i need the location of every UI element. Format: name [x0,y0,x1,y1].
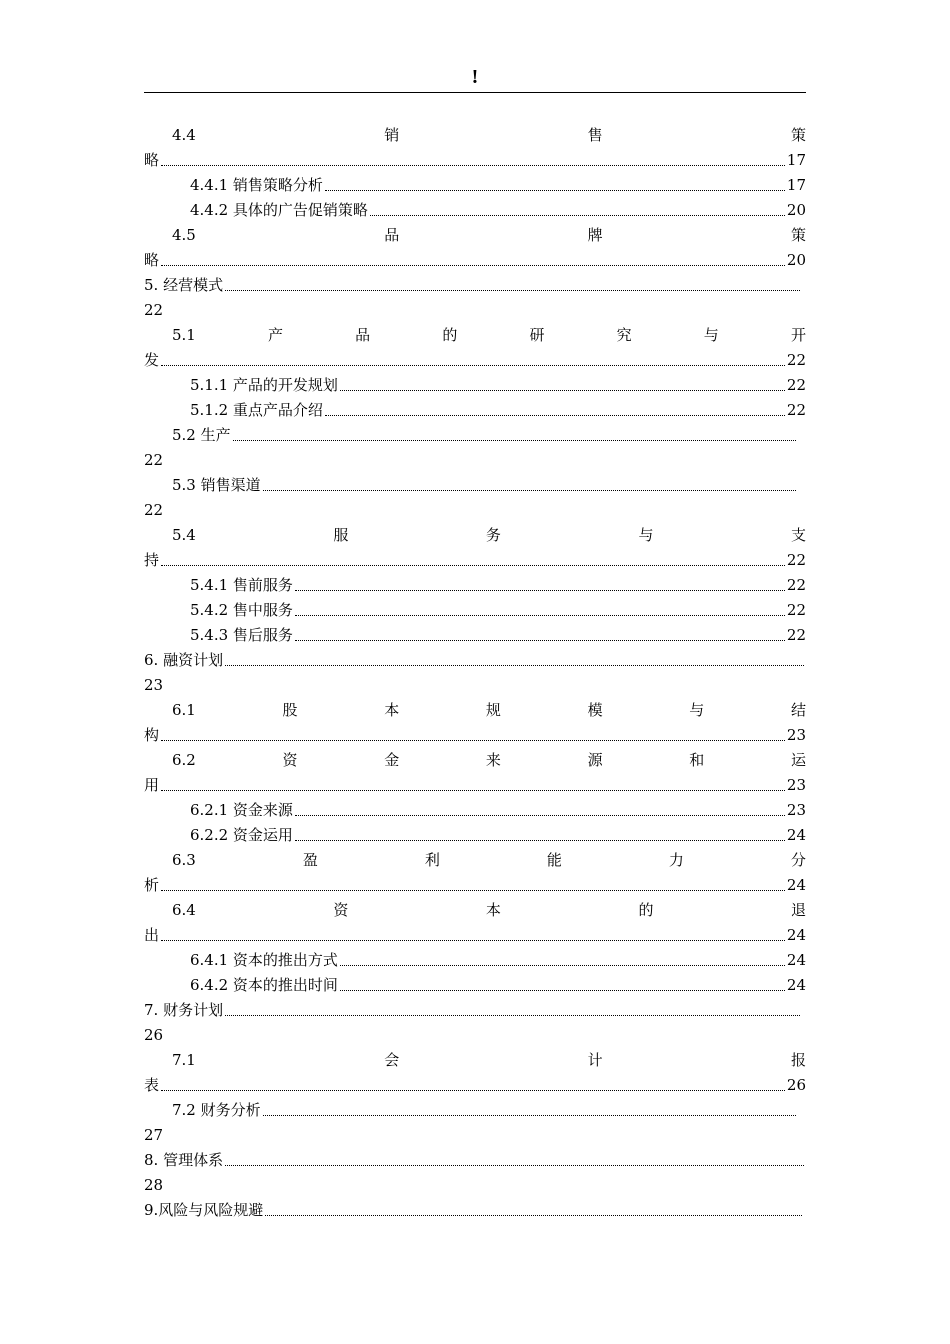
toc-entry-tail: 持 [144,551,160,569]
toc-entry-title: 5.4.1 售前服务 [190,576,293,594]
toc-entry-char: 利 [424,851,440,869]
toc-leader [263,490,796,491]
toc-entry-number: 6.3 [172,851,196,869]
toc-page-number: 17 [786,151,806,169]
toc-entry-number: 4.4 [172,126,196,144]
toc-entry-title: 5. 经营模式 [144,276,224,294]
toc-page-number: 24 [786,826,806,844]
toc-entry-char: 模 [587,701,603,719]
toc-page-number: 20 [786,251,806,269]
toc-entry-4-4-2[interactable] [190,198,806,223]
toc-entry-title: 9.风险与风险规避 [144,1201,264,1219]
toc-leader [295,615,785,616]
toc-entry-6-4-2[interactable] [190,973,806,998]
toc-entry-tail: 略 [144,251,160,269]
toc-entry-8[interactable] [144,1148,806,1173]
toc-entry-5-4[interactable] [172,523,806,548]
toc-entry-tail: 出 [144,926,160,944]
toc-entry-char: 计 [587,1051,603,1069]
toc-entry-char: 究 [616,326,632,344]
toc-entry-6-3[interactable] [172,848,806,873]
toc-entry-6-2-2[interactable] [190,823,806,848]
toc-entry-char: 品 [384,226,400,244]
toc-entry-4-4-cont[interactable] [144,148,806,173]
toc-entry-tail: 发 [144,351,160,369]
toc-entry-char: 能 [546,851,562,869]
toc-entry-char: 研 [529,326,545,344]
toc-entry-tail: 用 [144,776,160,794]
toc-entry-char: 的 [638,901,654,919]
toc-entry-6-4-cont[interactable] [144,923,806,948]
toc-entry-char: 会 [384,1051,400,1069]
toc-page-number: 26 [786,1076,806,1094]
toc-entry-5-3[interactable] [172,473,798,498]
toc-entry-title: 4.4.1 销售策略分析 [190,176,323,194]
toc-leader [161,940,785,941]
toc-leader [295,840,785,841]
toc-entry-char: 本 [485,901,501,919]
toc-entry-tail: 构 [144,726,160,744]
toc-page-number: 22 [786,351,806,369]
toc-page-number: 17 [786,176,806,194]
toc-entry-tail: 表 [144,1076,160,1094]
toc-leader [161,265,785,266]
toc-entry-5-4-3[interactable] [190,623,806,648]
toc-entry-title: 5.3 销售渠道 [172,476,261,494]
toc-entry-char: 金 [384,751,400,769]
toc-leader [161,165,785,166]
toc-entry-tail: 略 [144,151,160,169]
toc-entry-number: 6.1 [172,701,196,719]
toc-leader [161,890,785,891]
toc-entry-char: 报 [790,1051,806,1069]
toc-entry-title: 5.1.1 产品的开发规划 [190,376,338,394]
toc-entry-title: 5.4.2 售中服务 [190,601,293,619]
toc-entry-char: 源 [587,751,603,769]
toc-entry-4-5-cont[interactable] [144,248,806,273]
toc-entry-6-4[interactable] [172,898,806,923]
toc-entry-char: 的 [442,326,458,344]
toc-entry-7-1-cont[interactable] [144,1073,806,1098]
toc-entry-char: 销 [384,126,400,144]
toc-leader [325,415,785,416]
toc-entry-char: 策 [790,226,806,244]
toc-leader [295,590,785,591]
toc-entry-6-1-cont[interactable] [144,723,806,748]
toc-leader [340,990,785,991]
toc-entry-7-1[interactable] [172,1048,806,1073]
toc-page-number: 26 [144,1026,164,1044]
toc-page-number: 23 [786,776,806,794]
toc-entry-title: 7. 财务计划 [144,1001,224,1019]
toc-entry-number: 6.2 [172,751,196,769]
toc-entry-title: 8. 管理体系 [144,1151,224,1169]
toc-entry-number: 4.5 [172,226,196,244]
toc-entry-5-1-cont[interactable] [144,348,806,373]
toc-leader [225,665,804,666]
toc-leader [161,740,785,741]
toc-page-number: 22 [786,401,806,419]
toc-page-number: 22 [786,576,806,594]
toc-entry-title: 6.2.2 资金运用 [190,826,293,844]
toc-page-number: 22 [144,451,164,469]
toc-entry-6[interactable] [144,648,806,673]
toc-page-number: 20 [786,201,806,219]
toc-entry-5-1-2[interactable] [190,398,806,423]
toc-entry-9[interactable] [144,1198,804,1223]
toc-entry-char: 策 [790,126,806,144]
toc-leader [265,1215,802,1216]
toc-page-number: 24 [786,976,806,994]
toc-entry-6-3-cont[interactable] [144,873,806,898]
toc-page-number: 24 [786,926,806,944]
toc-leader [161,1090,785,1091]
toc-entry-char: 股 [282,701,298,719]
toc-entry-char: 盈 [302,851,318,869]
toc-entry-7-2[interactable] [172,1098,798,1123]
toc-entry-char: 规 [485,701,501,719]
toc-entry-title: 5.1.2 重点产品介绍 [190,401,323,419]
toc-entry-char: 资 [333,901,349,919]
toc-entry-4-5[interactable] [172,223,806,248]
toc-entry-4-4-1[interactable] [190,173,806,198]
toc-entry-5[interactable] [144,273,802,298]
toc-entry-char: 开 [790,326,806,344]
toc-entry-char: 资 [282,751,298,769]
toc-leader [295,815,785,816]
toc-entry-title: 4.4.2 具体的广告促销策略 [190,201,368,219]
toc-leader [370,215,785,216]
toc-entry-char: 来 [485,751,501,769]
toc-entry-title: 6. 融资计划 [144,651,224,669]
toc-entry-char: 力 [668,851,684,869]
toc-page-number: 22 [144,501,164,519]
toc-entry-5-2[interactable] [172,423,798,448]
toc-entry-char: 务 [485,526,501,544]
toc-entry-char: 运 [790,751,806,769]
toc-page-number: 24 [786,876,806,894]
toc-page-number: 22 [786,376,806,394]
toc-entry-char: 本 [384,701,400,719]
toc-page-number: 22 [786,551,806,569]
toc-leader [340,965,785,966]
toc-entry-char: 产 [268,326,284,344]
toc-leader [225,1165,804,1166]
toc-entry-7[interactable] [144,998,802,1023]
toc-entry-6-1[interactable] [172,698,806,723]
toc-entry-number: 5.4 [172,526,196,544]
toc-page-number: 23 [786,726,806,744]
toc-entry-title: 7.2 财务分析 [172,1101,261,1119]
toc-leader [233,440,796,441]
toc-entry-title: 6.2.1 资金来源 [190,801,293,819]
toc-entry-char: 品 [355,326,371,344]
toc-leader [161,365,785,366]
toc-entry-5-1-1[interactable] [190,373,806,398]
toc-entry-title: 6.4.2 资本的推出时间 [190,976,338,994]
toc-entry-char: 售 [587,126,603,144]
toc-entry-char: 与 [689,701,705,719]
toc-entry-char: 分 [790,851,806,869]
toc-entry-tail: 析 [144,876,160,894]
toc-page-number: 24 [786,951,806,969]
toc-page-number: 27 [144,1126,164,1144]
toc-entry-6-2[interactable] [172,748,806,773]
toc-entry-4-4[interactable] [172,123,806,148]
toc-page-number: 23 [144,676,164,694]
toc-entry-char: 结 [790,701,806,719]
header-mark: ! [471,66,479,88]
toc-entry-title: 6.4.1 资本的推出方式 [190,951,338,969]
toc-entry-5-4-cont[interactable] [144,548,806,573]
toc-page-number: 23 [786,801,806,819]
toc-entry-5-4-1[interactable] [190,573,806,598]
toc-leader [225,1015,800,1016]
toc-entry-5-1[interactable] [172,323,806,348]
toc-entry-char: 与 [638,526,654,544]
toc-entry-title: 5.2 生产 [172,426,231,444]
toc-entry-number: 7.1 [172,1051,196,1069]
toc-entry-number: 5.1 [172,326,196,344]
toc-leader [340,390,785,391]
toc-entry-title: 5.4.3 售后服务 [190,626,293,644]
toc-page-number: 28 [144,1176,164,1194]
toc-leader [161,565,785,566]
toc-entry-6-4-1[interactable] [190,948,806,973]
toc-entry-char: 与 [703,326,719,344]
toc-entry-number: 6.4 [172,901,196,919]
toc-entry-char: 退 [790,901,806,919]
toc-page-number: 22 [786,626,806,644]
toc-page-number: 22 [786,601,806,619]
toc-leader [295,640,785,641]
toc-leader [263,1115,796,1116]
toc-leader [161,790,785,791]
toc-entry-6-2-cont[interactable] [144,773,806,798]
toc-entry-6-2-1[interactable] [190,798,806,823]
toc-leader [225,290,800,291]
toc-entry-5-4-2[interactable] [190,598,806,623]
toc-page-number: 22 [144,301,164,319]
toc-entry-char: 服 [333,526,349,544]
toc-entry-char: 和 [689,751,705,769]
toc-entry-char: 牌 [587,226,603,244]
toc-leader [325,190,785,191]
toc-entry-char: 支 [790,526,806,544]
